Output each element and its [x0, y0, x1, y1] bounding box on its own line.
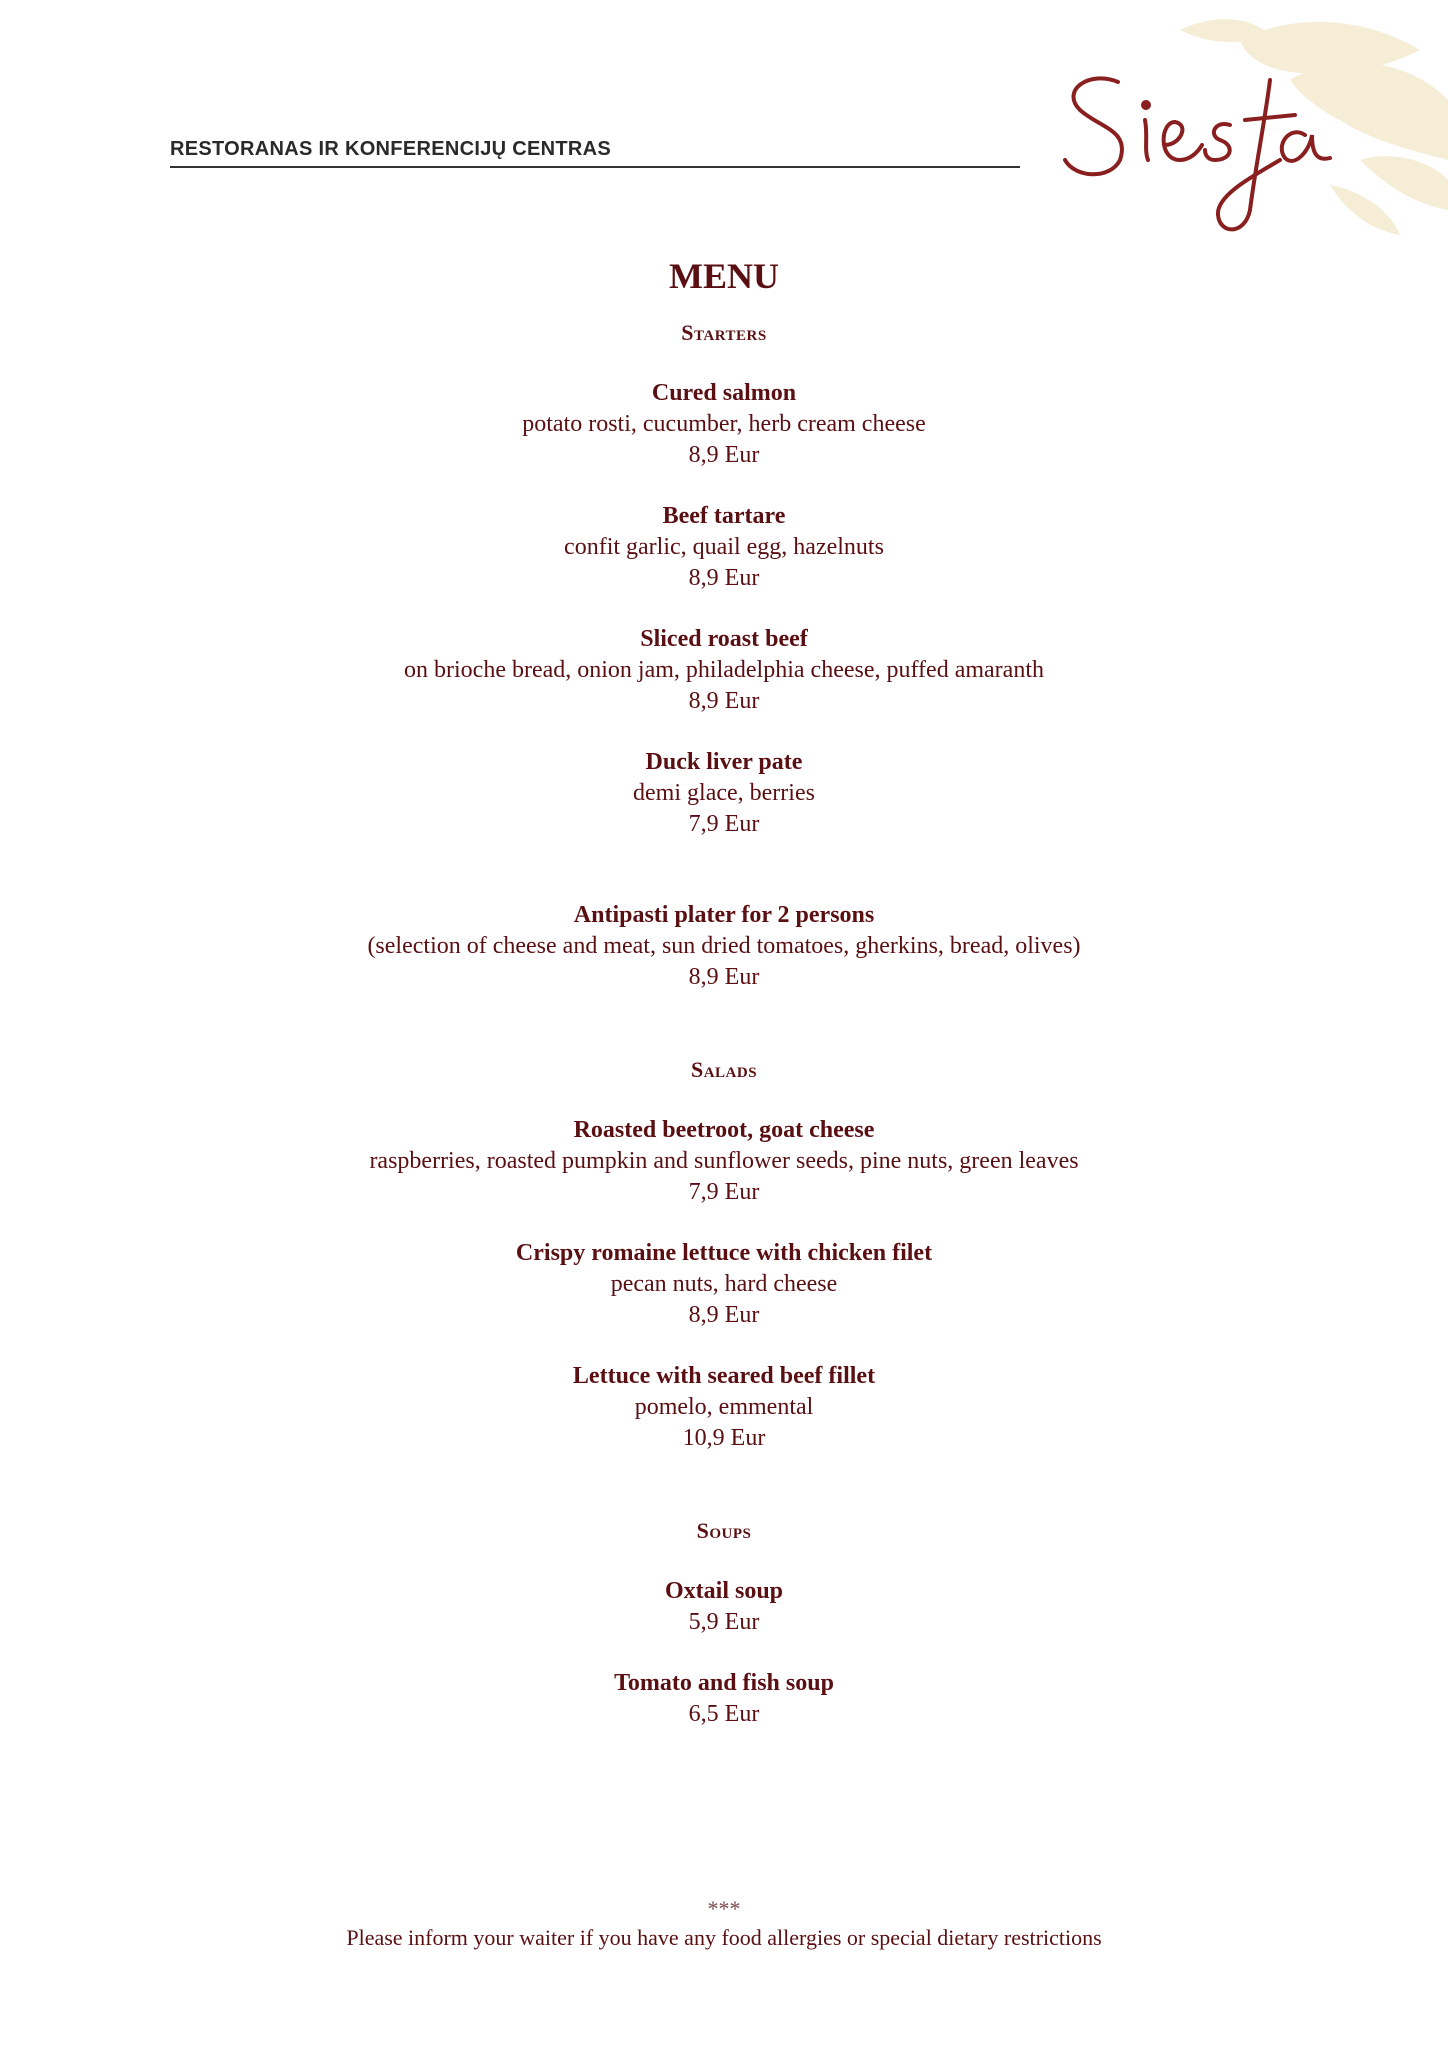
menu-item: [0, 624, 1448, 717]
siesta-logo: [1040, 10, 1448, 240]
menu-item: [0, 747, 1448, 840]
footer: [0, 1895, 1448, 1953]
header-rule: [170, 166, 1020, 168]
item-price: 8,9 Eur: [688, 565, 760, 591]
item-description: raspberries, roasted pumpkin and sunflower seeds, pine nuts, green leaves: [369, 1148, 1079, 1174]
item-price: 10,9 Eur: [682, 1425, 766, 1451]
menu-item: [0, 1576, 1448, 1638]
item-name: Sliced roast beef: [640, 626, 808, 652]
item-description: potato rosti, cucumber, herb cream cheese: [522, 411, 926, 437]
item-name: Roasted beetroot, goat cheese: [573, 1117, 875, 1143]
item-name: Tomato and fish soup: [614, 1670, 834, 1696]
item-name: Lettuce with seared beef fillet: [572, 1363, 876, 1389]
item-name: Antipasti plater for 2 persons: [573, 902, 875, 928]
item-description: demi glace, berries: [633, 780, 815, 806]
item-price: 7,9 Eur: [688, 811, 760, 837]
item-name: Crispy romaine lettuce with chicken filet: [515, 1240, 933, 1266]
menu: [0, 252, 1448, 1760]
menu-item: [0, 1115, 1448, 1208]
logo-script: [1065, 78, 1330, 229]
menu-item: [0, 1238, 1448, 1331]
section-heading: Soups: [696, 1518, 752, 1543]
item-price: 5,9 Eur: [688, 1609, 760, 1635]
allergy-note: Please inform your waiter if you have any food allergies or special dietary restrictions: [346, 1925, 1102, 1950]
section-heading: Salads: [690, 1057, 758, 1082]
item-description: pomelo, emmental: [634, 1394, 814, 1420]
item-price: 8,9 Eur: [688, 964, 760, 990]
item-name: Cured salmon: [651, 380, 797, 406]
section-salads: [0, 1055, 1448, 1454]
item-price: 8,9 Eur: [688, 688, 760, 714]
menu-item: [0, 1361, 1448, 1454]
menu-item: [0, 900, 1448, 993]
menu-item: [0, 501, 1448, 594]
item-description: confit garlic, quail egg, hazelnuts: [564, 534, 884, 560]
item-price: 7,9 Eur: [688, 1179, 760, 1205]
item-description: pecan nuts, hard cheese: [610, 1271, 838, 1297]
item-name: Beef tartare: [662, 503, 786, 529]
item-price: 6,5 Eur: [688, 1701, 760, 1727]
item-description: (selection of cheese and meat, sun dried tomatoes, gherkins, bread, olives): [367, 933, 1081, 959]
menu-title: MENU: [669, 256, 779, 296]
menu-item: [0, 378, 1448, 471]
item-name: Oxtail soup: [664, 1578, 784, 1604]
section-heading: Starters: [681, 320, 767, 345]
header-title: RESTORANAS IR KONFERENCIJŲ CENTRAS: [170, 138, 611, 160]
footer-divider: ***: [707, 1896, 741, 1921]
section-soups: [0, 1516, 1448, 1730]
menu-item: [0, 1668, 1448, 1730]
item-price: 8,9 Eur: [688, 1302, 760, 1328]
section-starters: [0, 318, 1448, 993]
item-name: Duck liver pate: [645, 749, 803, 775]
item-price: 8,9 Eur: [688, 442, 760, 468]
item-description: on brioche bread, onion jam, philadelphia cheese, puffed amaranth: [404, 657, 1044, 683]
